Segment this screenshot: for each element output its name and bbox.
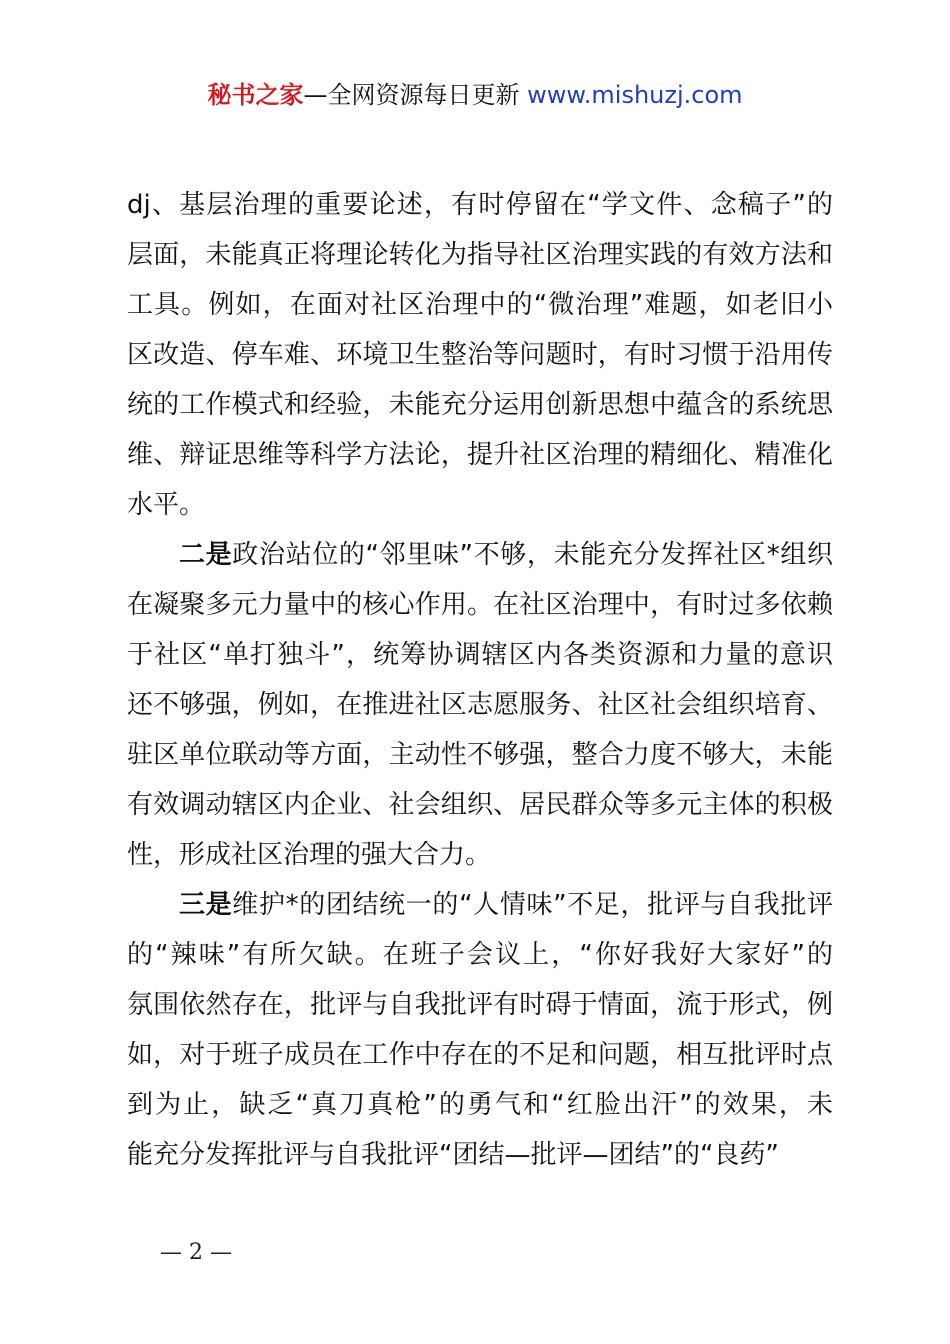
paragraph-2-line-text: 政治站位的“邻里味”不够，未能充分发挥社区*组织: [232, 540, 833, 570]
paragraph-1-line: 维、辩证思维等科学方法论，提升社区治理的精细化、精准化: [127, 440, 833, 470]
page-number: — 2 —: [160, 1240, 232, 1265]
header-tagline: —全网资源每日更新: [303, 81, 528, 109]
page-header: [0, 78, 950, 112]
header-url[interactable]: www.mishuzj.com: [527, 81, 743, 109]
paragraph-3-line: 氛围依然存在，批评与自我批评有时碍于情面，流于形式，例: [127, 990, 833, 1020]
paragraph-2-line: 有效调动辖区内企业、社会组织、居民群众等多元主体的积极: [127, 790, 833, 820]
paragraph-3-lead: 三是: [179, 890, 233, 920]
brand-name: 秘书之家: [207, 81, 304, 109]
document-body: [127, 180, 833, 1180]
paragraph-3-line: 如，对于班子成员在工作中存在的不足和问题，相互批评时点: [127, 1040, 833, 1070]
paragraph-3-line: 的“辣味”有所欠缺。在班子会议上，“你好我好大家好”的: [127, 940, 833, 970]
paragraph-1-line: dj、基层治理的重要论述，有时停留在“学文件、念稿子”的: [127, 190, 833, 220]
paragraph-1-line: 层面，未能真正将理论转化为指导社区治理实践的有效方法和: [127, 240, 833, 270]
paragraph-3-line-text: 维护*的团结统一的“人情味”不足，批评与自我批评: [232, 890, 833, 920]
paragraph-2-line: 还不够强，例如，在推进社区志愿服务、社区社会组织培育、: [127, 690, 833, 720]
paragraph-2-line: 驻区单位联动等方面，主动性不够强，整合力度不够大，未能: [127, 740, 833, 770]
paragraph-2-line: 性，形成社区治理的强大合力。: [127, 840, 492, 870]
paragraph-3-first-line: [127, 880, 833, 930]
paragraph-2-line: 于社区“单打独斗”，统筹协调辖区内各类资源和力量的意识: [127, 640, 833, 670]
paragraph-2-lead: 二是: [179, 540, 233, 570]
paragraph-3-line: 能充分发挥批评与自我批评“团结—批评—团结”的“良药”: [127, 1140, 779, 1170]
paragraph-2-first-line: [127, 530, 833, 580]
paragraph-1-line: 统的工作模式和经验，未能充分运用创新思想中蕴含的系统思: [127, 390, 833, 420]
paragraph-3-line: 到为止，缺乏“真刀真枪”的勇气和“红脸出汗”的效果，未: [127, 1090, 833, 1120]
paragraph-1-line: 水平。: [127, 490, 206, 520]
paragraph-2-line: 在凝聚多元力量中的核心作用。在社区治理中，有时过多依赖: [127, 590, 833, 620]
paragraph-1-line: 区改造、停车难、环境卫生整治等问题时，有时习惯于沿用传: [127, 340, 833, 370]
paragraph-1-line: 工具。例如，在面对社区治理中的“微治理”难题，如老旧小: [127, 290, 833, 320]
